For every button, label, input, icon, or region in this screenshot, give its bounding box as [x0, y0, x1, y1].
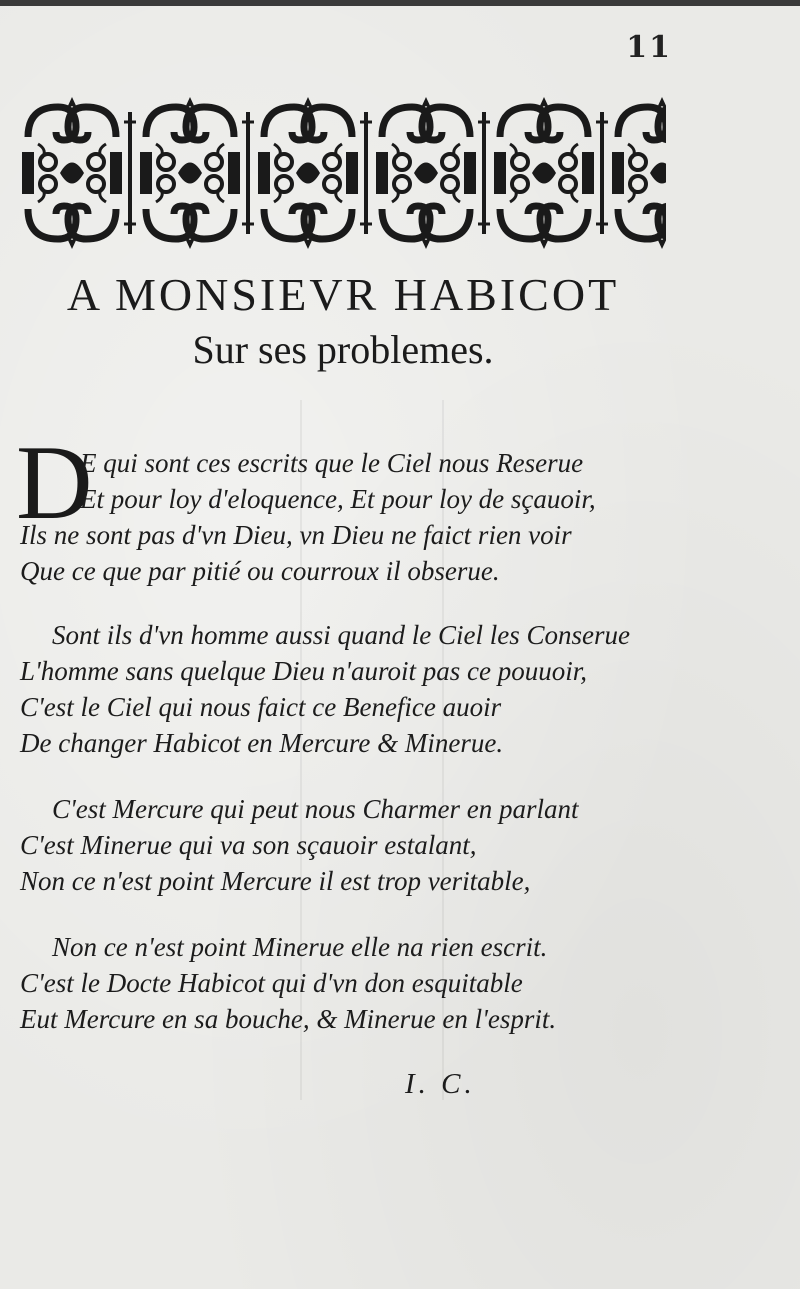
poem-line: C'est le Docte Habicot qui d'vn don esquitable — [20, 968, 523, 998]
poem-line: C'est Mercure qui peut nous Charmer en parlant — [52, 794, 579, 824]
drop-cap: D — [16, 424, 93, 541]
signature-initials: I. C. — [405, 1068, 476, 1100]
poem-line: Ils ne sont pas d'vn Dieu, vn Dieu ne faict rien voir — [20, 520, 572, 550]
poem-line: Et pour loy d'eloquence, Et pour loy de sçauoir, — [80, 484, 596, 514]
poem-line: Eut Mercure en sa bouche, & Minerue en l'esprit. — [20, 1004, 557, 1034]
poem-title: A MONSIEVR HABICOT — [66, 269, 620, 320]
poem-line: Sont ils d'vn homme aussi quand le Ciel les Conserue — [52, 620, 630, 650]
poem-subtitle: Sur ses problemes. — [192, 327, 494, 372]
poem-line: De changer Habicot en Mercure & Minerue. — [20, 728, 504, 758]
poem-line: L'homme sans quelque Dieu n'auroit pas ce pouuoir, — [20, 656, 588, 686]
poem-line: Non ce n'est point Mercure il est trop veritable, — [20, 866, 531, 896]
poem-line: Que ce que par pitié ou courroux il obserue. — [20, 556, 500, 586]
poem-line: E qui sont ces escrits que le Ciel nous Reserue — [80, 448, 584, 478]
page-number: 11 — [626, 30, 672, 65]
poem-line: C'est le Ciel qui nous faict ce Benefice auoir — [20, 692, 502, 722]
poem-line: C'est Minerue qui va son sçauoir estalant, — [20, 830, 477, 860]
poem-line: Non ce n'est point Minerue elle na rien escrit. — [52, 932, 548, 962]
ornamental-headpiece — [18, 92, 666, 254]
top-border — [0, 0, 800, 6]
